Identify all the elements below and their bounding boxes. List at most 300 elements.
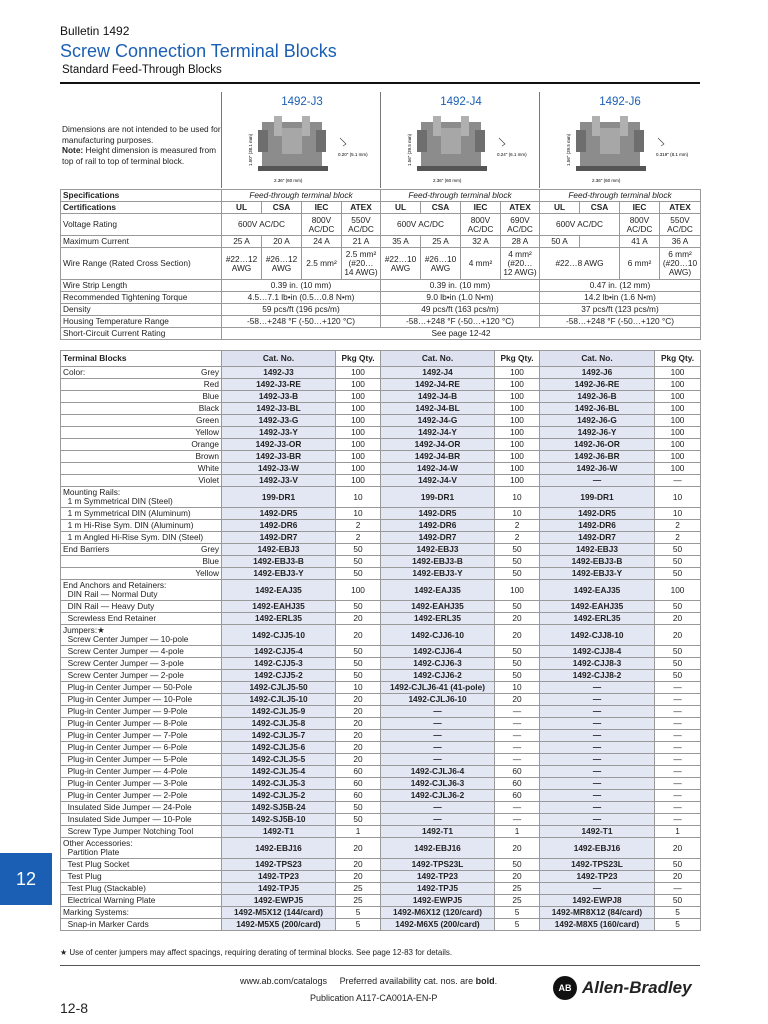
spec-label: Certifications	[61, 202, 222, 214]
spec-value: 550V AC/DC	[660, 214, 701, 236]
spec-label: Maximum Current	[61, 236, 222, 248]
catalog-row	[61, 790, 701, 802]
pkg-qty: 50	[655, 658, 701, 670]
item-name: Plug-in Center Jumper — 5-Pole	[63, 754, 188, 764]
catalog-row	[61, 532, 701, 544]
pkg-qty: 100	[336, 427, 381, 439]
cat-no: 1492-M5X12 (144/card)	[222, 907, 336, 919]
pkg-qty: 20	[336, 730, 381, 742]
pkg-qty: 20	[336, 625, 381, 646]
cat-no: 1492-EBJ3-Y	[222, 568, 336, 580]
pkg-qty: 20	[495, 871, 540, 883]
cat-no: 1492-EBJ3	[540, 544, 655, 556]
height-dim: 1.56" (39.5 mm)	[566, 133, 571, 166]
pkg-qty: 60	[495, 766, 540, 778]
cat-no: —	[540, 754, 655, 766]
cat-no: 1492-J3	[222, 367, 336, 379]
cat-no: 1492-TPS23L	[381, 859, 495, 871]
spec-value: 0.47 in. (12 mm)	[540, 280, 701, 292]
item-name: Plug-in Center Jumper — 6-Pole	[63, 742, 188, 752]
item-name: Insulated Side Jumper — 10-Pole	[63, 814, 192, 824]
pkg-qty: 100	[495, 439, 540, 451]
pkg-qty: 1	[495, 826, 540, 838]
preferred-note: Preferred availability cat. nos. are	[339, 976, 474, 986]
cat-no: 1492-J4	[381, 367, 495, 379]
height-dim: 1.56" (39.5 mm)	[407, 133, 412, 166]
pkg-qty: 100	[495, 379, 540, 391]
item-name: Screw Center Jumper — 3-pole	[63, 658, 184, 668]
item-name: Plug-in Center Jumper — 8-Pole	[63, 718, 188, 728]
terminal-block-diagram-j6	[540, 108, 700, 188]
cat-no: 1492-DR7	[381, 532, 495, 544]
cat-no: 1492-CJLJ5-8	[222, 718, 336, 730]
spec-value: UL	[540, 202, 580, 214]
spec-value: 2.5 mm²	[302, 248, 342, 280]
item-name: Plug-in Center Jumper — 4-Pole	[63, 766, 188, 776]
cat-no: 1492-CJJ8-10	[540, 625, 655, 646]
page-number: 12-8	[60, 1000, 89, 1016]
catalog-item-label	[61, 508, 222, 520]
cat-no: —	[381, 718, 495, 730]
pkg-qty: 50	[655, 601, 701, 613]
catalog-url[interactable]: www.ab.com/catalogs	[240, 976, 328, 986]
cat-no: 1492-DR6	[540, 520, 655, 532]
pkg-qty: —	[495, 718, 540, 730]
item-name: End Anchors and Retainers: DIN Rail — Normal Duty	[63, 580, 167, 599]
cat-no: —	[540, 706, 655, 718]
catalog-item-label	[61, 682, 222, 694]
pkg-qty: —	[495, 814, 540, 826]
item-name: Test Plug (Stackable)	[63, 883, 146, 893]
pkg-qty: 5	[336, 907, 381, 919]
pkg-qty: 50	[336, 601, 381, 613]
spec-value: 21 A	[342, 236, 381, 248]
cat-no: 1492-CJJ6-10	[381, 625, 495, 646]
catalog-row	[61, 601, 701, 613]
catalog-row	[61, 895, 701, 907]
cat-no: 1492-CJLJ5-9	[222, 706, 336, 718]
pkg-qty: 20	[336, 694, 381, 706]
spec-value: IEC	[620, 202, 660, 214]
item-name: Plug-in Center Jumper — 10-Pole	[63, 694, 193, 704]
pkg-qty: 60	[336, 766, 381, 778]
pkg-qty: 100	[655, 463, 701, 475]
pkg-qty: 100	[336, 403, 381, 415]
pkg-qty: 60	[336, 778, 381, 790]
pkg-qty: 10	[655, 487, 701, 508]
pkg-qty: —	[655, 790, 701, 802]
cat-no: 199-DR1	[222, 487, 336, 508]
cat-no: —	[540, 802, 655, 814]
spec-row	[61, 214, 701, 236]
cat-no: 1492-J4-BL	[381, 403, 495, 415]
pkg-qty: 20	[336, 754, 381, 766]
pkg-qty: 100	[336, 475, 381, 487]
spec-label: Voltage Rating	[61, 214, 222, 236]
cat-no: 1492-DR7	[540, 532, 655, 544]
spec-value: 59 pcs/ft (196 pcs/m)	[222, 304, 381, 316]
pkg-qty: 100	[495, 427, 540, 439]
catalog-row	[61, 826, 701, 838]
catalog-row	[61, 706, 701, 718]
item-name: Plug-in Center Jumper — 50-Pole	[63, 682, 193, 692]
cat-no: 1492-J3-BR	[222, 451, 336, 463]
catalog-item-label	[61, 694, 222, 706]
catalog-item-label	[61, 451, 222, 463]
catalog-item-label	[61, 718, 222, 730]
pkg-qty: —	[655, 475, 701, 487]
cat-no: 1492-T1	[540, 826, 655, 838]
catalog-row	[61, 379, 701, 391]
cat-no: 199-DR1	[381, 487, 495, 508]
catalog-item-label	[61, 544, 222, 556]
cat-no: 1492-M6X12 (120/card)	[381, 907, 495, 919]
cat-no: 1492-J3-V	[222, 475, 336, 487]
catalog-item-label	[61, 415, 222, 427]
brand-name: Allen-Bradley	[582, 978, 692, 997]
cat-no: 1492-T1	[222, 826, 336, 838]
pkg-qty: —	[655, 718, 701, 730]
cat-no: 1492-CJLJ6-10	[381, 694, 495, 706]
cat-no-header: Cat. No.	[540, 351, 655, 367]
catalog-item-label	[61, 919, 222, 931]
pkg-qty: 20	[336, 871, 381, 883]
spec-value: 6 mm²	[620, 248, 660, 280]
cat-no: 1492-SJ5B-10	[222, 814, 336, 826]
catalog-row	[61, 718, 701, 730]
cat-no: 1492-CJLJ6-41 (41-pole)	[381, 682, 495, 694]
spec-value: 35 A	[381, 236, 421, 248]
item-name: Plug-in Center Jumper — 7-Pole	[63, 730, 188, 740]
cat-no: 1492-EBJ3	[222, 544, 336, 556]
cat-no: 1492-J4-OR	[381, 439, 495, 451]
cat-no: 1492-CJJ6-4	[381, 646, 495, 658]
spec-value: ATEX	[660, 202, 701, 214]
catalog-row	[61, 508, 701, 520]
cat-no: 1492-ERL35	[222, 613, 336, 625]
pkg-qty: 20	[336, 613, 381, 625]
catalog-row	[61, 646, 701, 658]
catalog-row	[61, 859, 701, 871]
spec-value: #26…10 AWG	[421, 248, 461, 280]
catalog-item-label	[61, 895, 222, 907]
pkg-qty: 20	[495, 838, 540, 859]
cat-no: 1492-TPJ5	[222, 883, 336, 895]
pkg-qty: —	[655, 814, 701, 826]
spec-value: 25 A	[421, 236, 461, 248]
item-name: 1 m Angled Hi-Rise Sym. DIN (Steel)	[63, 532, 204, 542]
catalog-row	[61, 520, 701, 532]
pkg-qty: 10	[336, 682, 381, 694]
pkg-qty: 50	[655, 568, 701, 580]
spec-value: 600V AC/DC	[222, 214, 302, 236]
pkg-qty: 50	[495, 646, 540, 658]
spec-value: 600V AC/DC	[540, 214, 620, 236]
cat-no: 1492-J6-OR	[540, 439, 655, 451]
dimension-note-detail	[62, 145, 222, 166]
spec-value: 25 A	[222, 236, 262, 248]
catalog-row	[61, 391, 701, 403]
cat-no: 1492-DR6	[222, 520, 336, 532]
cat-no: 1492-EBJ16	[381, 838, 495, 859]
item-variant: Blue	[202, 391, 219, 401]
item-name: Plug-in Center Jumper — 2-Pole	[63, 790, 188, 800]
catalog-item-label	[61, 439, 222, 451]
cat-no: 1492-TPS23	[222, 859, 336, 871]
catalog-row	[61, 919, 701, 931]
pkg-qty: 50	[336, 568, 381, 580]
pkg-qty-header: Pkg Qty.	[336, 351, 381, 367]
spec-value: 28 A	[501, 236, 540, 248]
width-dim: 2.36" (60 mm)	[274, 178, 303, 183]
catalog-item-label	[61, 838, 222, 859]
pkg-qty: 50	[495, 544, 540, 556]
item-name: Screw Center Jumper — 4-pole	[63, 646, 184, 656]
item-name: Color:	[63, 367, 86, 377]
catalog-item-label	[61, 568, 222, 580]
cat-no: 1492-CJLJ5-50	[222, 682, 336, 694]
pkg-qty: 100	[336, 439, 381, 451]
pkg-qty: —	[655, 694, 701, 706]
pkg-qty: 100	[655, 403, 701, 415]
cat-no: —	[381, 742, 495, 754]
pkg-qty: 50	[655, 544, 701, 556]
note-label: Note:	[62, 145, 84, 155]
cat-no: 1492-MR8X12 (84/card)	[540, 907, 655, 919]
height-dim: 1.50" (38.1 mm)	[248, 133, 253, 166]
catalog-item-label	[61, 379, 222, 391]
catalog-item-label	[61, 391, 222, 403]
section-tab: 12	[0, 853, 52, 905]
spec-value: Feed-through terminal block	[222, 190, 381, 202]
cat-no: 1492-EAHJ35	[381, 601, 495, 613]
spec-row	[61, 328, 701, 340]
terminal-block-diagram-j3	[222, 108, 382, 188]
pkg-qty: 5	[655, 907, 701, 919]
cat-no: 1492-M5X5 (200/card)	[222, 919, 336, 931]
pkg-qty: 50	[655, 646, 701, 658]
pkg-qty: —	[655, 766, 701, 778]
cat-no: 1492-DR5	[540, 508, 655, 520]
cat-no: 1492-SJ5B-24	[222, 802, 336, 814]
spec-value: CSA	[421, 202, 461, 214]
pkg-qty: 50	[336, 814, 381, 826]
cat-no: 1492-T1	[381, 826, 495, 838]
cat-no: 1492-EBJ16	[222, 838, 336, 859]
pkg-qty: —	[495, 730, 540, 742]
cat-no: 1492-TP23	[222, 871, 336, 883]
spec-value: 14.2 lb•in (1.6 N•m)	[540, 292, 701, 304]
spec-label: Density	[61, 304, 222, 316]
pkg-qty: 60	[495, 778, 540, 790]
dimension-note	[62, 124, 222, 166]
pkg-qty: —	[655, 754, 701, 766]
cat-no: 1492-DR6	[381, 520, 495, 532]
pkg-qty: 100	[655, 580, 701, 601]
catalog-item-label	[61, 814, 222, 826]
pkg-qty: 100	[336, 580, 381, 601]
spec-label: Short-Circuit Current Rating	[61, 328, 222, 340]
spec-value: 800V AC/DC	[461, 214, 501, 236]
cat-no: —	[381, 730, 495, 742]
catalog-row	[61, 871, 701, 883]
cat-no: 1492-CJLJ5-6	[222, 742, 336, 754]
catalog-item-label	[61, 427, 222, 439]
dimension-note-text: Dimensions are not intended to be used for manufacturing purposes.	[62, 124, 221, 145]
catalog-item-label	[61, 532, 222, 544]
model-header-j4: 1492-J4	[440, 96, 482, 108]
publication-number: Publication A117-CA001A-EN-P	[310, 993, 438, 1003]
pkg-qty: 100	[336, 379, 381, 391]
catalog-item-label	[61, 613, 222, 625]
catalog-item-label	[61, 778, 222, 790]
footer-rule	[60, 965, 700, 966]
pkg-qty: 100	[336, 415, 381, 427]
cat-no: 1492-J3-BL	[222, 403, 336, 415]
spec-value: See page 12-42	[222, 328, 701, 340]
cat-no: 1492-J4-Y	[381, 427, 495, 439]
item-name: Mounting Rails: 1 m Symmetrical DIN (Steel)	[63, 487, 173, 506]
cat-no: 1492-ERL35	[540, 613, 655, 625]
pkg-qty: —	[655, 682, 701, 694]
cat-no: 1492-CJLJ5-3	[222, 778, 336, 790]
spec-row	[61, 236, 701, 248]
spec-value: 2.5 mm² (#20…14 AWG)	[342, 248, 381, 280]
pkg-qty: 2	[655, 520, 701, 532]
catalog-row	[61, 556, 701, 568]
cat-no: 1492-CJJ5-4	[222, 646, 336, 658]
pkg-qty: 100	[336, 367, 381, 379]
cat-no: 1492-EAJ35	[540, 580, 655, 601]
cat-no: 1492-TP23	[381, 871, 495, 883]
cat-no: 1492-CJLJ6-3	[381, 778, 495, 790]
footnote: ★ Use of center jumpers may affect spacings, requiring derating of terminal blocks. See page 12-83 for details.	[60, 948, 453, 957]
cat-no: —	[540, 883, 655, 895]
catalog-row	[61, 682, 701, 694]
pkg-qty: 50	[655, 859, 701, 871]
cat-no: 1492-J6-BL	[540, 403, 655, 415]
catalog-item-label	[61, 658, 222, 670]
catalog-row	[61, 580, 701, 601]
item-name: Test Plug Socket	[63, 859, 130, 869]
spec-value: 49 pcs/ft (163 pcs/m)	[381, 304, 540, 316]
pkg-qty: 60	[495, 790, 540, 802]
catalog-item-label	[61, 475, 222, 487]
cat-no: 1492-EAHJ35	[540, 601, 655, 613]
cat-no: 1492-DR5	[222, 508, 336, 520]
pkg-qty: 100	[495, 415, 540, 427]
catalog-row	[61, 439, 701, 451]
spec-value: 4 mm² (#20…12 AWG)	[501, 248, 540, 280]
catalog-item-label	[61, 742, 222, 754]
pkg-qty: 2	[495, 520, 540, 532]
pkg-qty: 50	[336, 556, 381, 568]
catalog-row	[61, 670, 701, 682]
pkg-qty-header: Pkg Qty.	[655, 351, 701, 367]
spec-value: Feed-through terminal block	[540, 190, 701, 202]
catalog-item-label	[61, 871, 222, 883]
item-variant: Black	[198, 403, 219, 413]
pkg-qty: 5	[336, 919, 381, 931]
pkg-qty: 50	[495, 670, 540, 682]
pkg-qty: 10	[495, 508, 540, 520]
pkg-qty: 50	[495, 658, 540, 670]
pkg-qty: 50	[336, 658, 381, 670]
diagram-body	[576, 116, 646, 171]
cat-no: 1492-M8X5 (160/card)	[540, 919, 655, 931]
catalog-row	[61, 463, 701, 475]
cat-no: —	[540, 718, 655, 730]
pkg-qty: 50	[495, 859, 540, 871]
spec-label: Housing Temperature Range	[61, 316, 222, 328]
pkg-qty: 50	[655, 670, 701, 682]
item-name: Screw Center Jumper — 2-pole	[63, 670, 184, 680]
cat-no: 1492-J6-BR	[540, 451, 655, 463]
pkg-qty-header: Pkg Qty.	[495, 351, 540, 367]
pkg-qty: —	[655, 742, 701, 754]
pkg-qty: —	[495, 802, 540, 814]
pkg-qty: —	[655, 706, 701, 718]
model-header-j3: 1492-J3	[281, 96, 323, 108]
catalog-row	[61, 802, 701, 814]
spec-value: IEC	[461, 202, 501, 214]
pkg-qty: 20	[655, 625, 701, 646]
pkg-qty: 10	[495, 487, 540, 508]
catalog-row	[61, 814, 701, 826]
pkg-qty: 25	[336, 895, 381, 907]
catalog-item-label	[61, 802, 222, 814]
catalog-row	[61, 883, 701, 895]
pkg-qty: 2	[336, 520, 381, 532]
spec-value: UL	[222, 202, 262, 214]
cat-no: 1492-CJLJ5-5	[222, 754, 336, 766]
cat-no: —	[540, 682, 655, 694]
cat-no: 1492-CJLJ6-2	[381, 790, 495, 802]
catalog-row	[61, 487, 701, 508]
cat-no: —	[540, 766, 655, 778]
note-text: Height dimension is measured from top of rail to top of terminal block.	[62, 145, 217, 166]
catalog-header-row	[61, 351, 701, 367]
cat-no: —	[540, 778, 655, 790]
cat-no: —	[381, 814, 495, 826]
cat-no: 1492-J4-G	[381, 415, 495, 427]
width-dim: 2.36" (60 mm)	[592, 178, 621, 183]
spec-value: ATEX	[501, 202, 540, 214]
pkg-qty: 50	[336, 646, 381, 658]
spec-value: CSA	[580, 202, 620, 214]
item-variant: White	[197, 463, 219, 473]
pkg-qty: 100	[495, 463, 540, 475]
pkg-qty: 100	[495, 451, 540, 463]
catalog-row	[61, 427, 701, 439]
cat-no: 1492-J6-RE	[540, 379, 655, 391]
cat-no: 1492-EBJ3-B	[381, 556, 495, 568]
item-name: Plug-in Center Jumper — 3-Pole	[63, 778, 188, 788]
pkg-qty: 100	[336, 463, 381, 475]
pkg-qty: 100	[336, 451, 381, 463]
pkg-qty: —	[495, 742, 540, 754]
catalog-row	[61, 625, 701, 646]
pkg-qty: —	[655, 778, 701, 790]
spec-value: 37 pcs/ft (123 pcs/m)	[540, 304, 701, 316]
page-title: Screw Connection Terminal Blocks	[60, 41, 337, 61]
cat-no-header: Cat. No.	[222, 351, 336, 367]
cat-no: 1492-ERL35	[381, 613, 495, 625]
pkg-qty: 100	[655, 427, 701, 439]
catalog-item-label	[61, 367, 222, 379]
spec-value: Feed-through terminal block	[381, 190, 540, 202]
spec-value: UL	[381, 202, 421, 214]
